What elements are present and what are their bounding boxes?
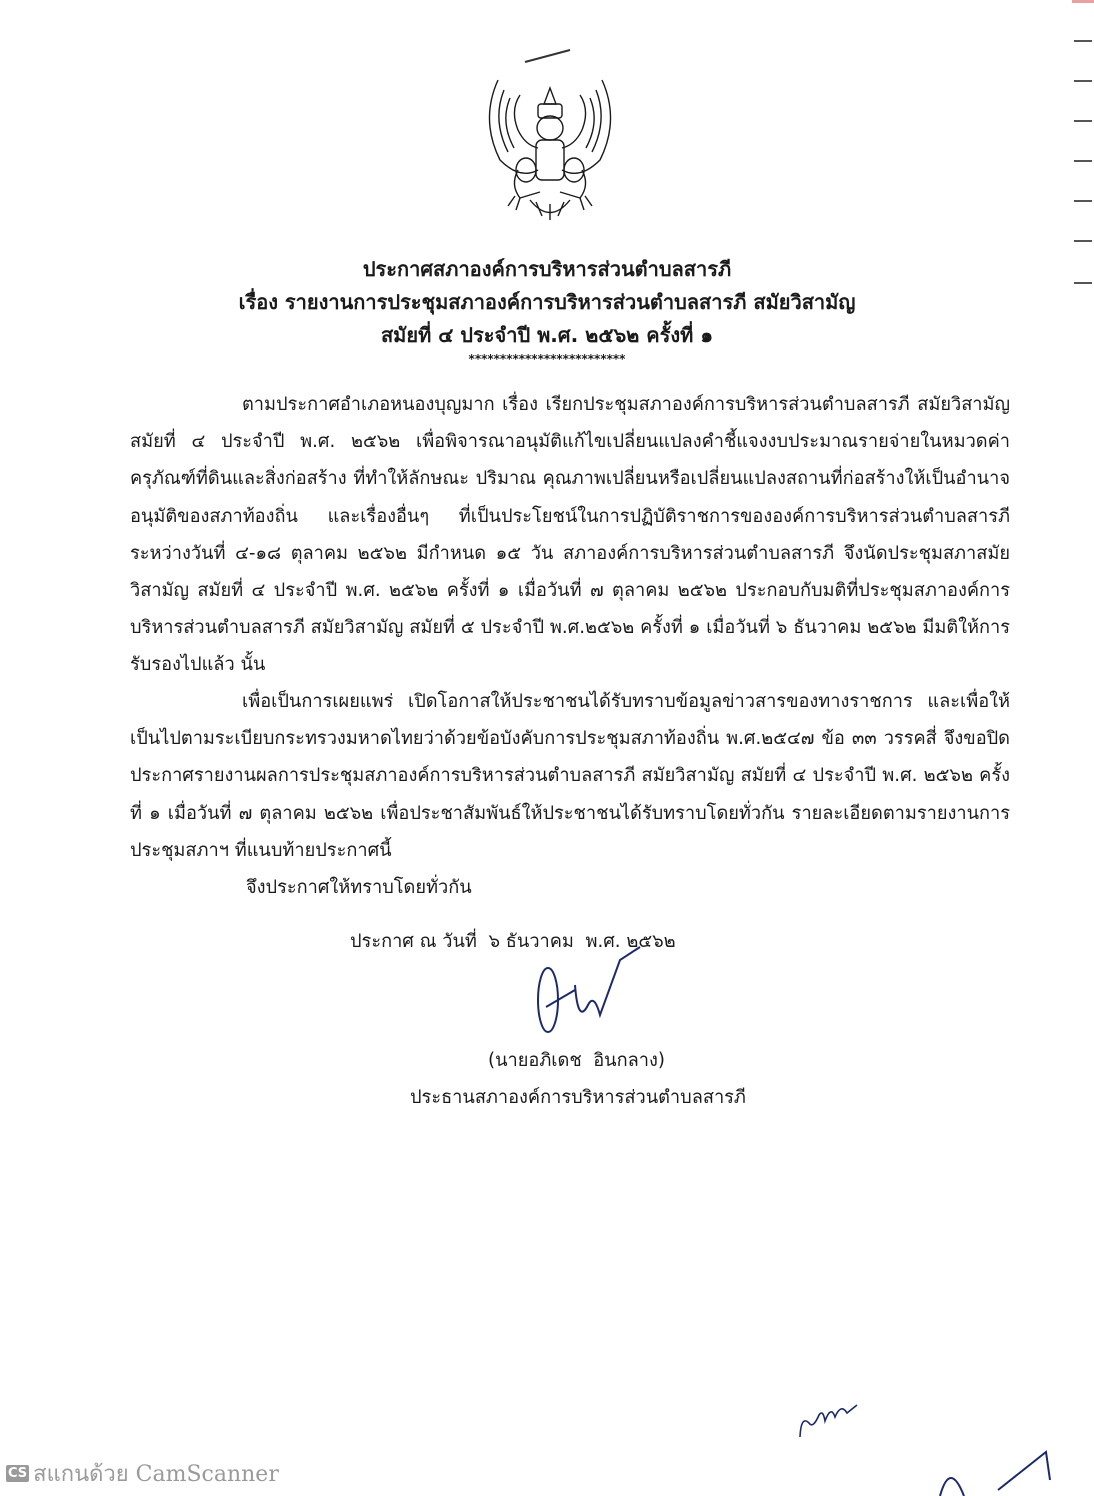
corner-ink-marks <box>930 1430 1060 1496</box>
watermark-text: สแกนด้วย CamScanner <box>33 1462 279 1487</box>
signer-title: ประธานสภาองค์การบริหารส่วนตำบลสารภี <box>410 1087 746 1108</box>
closing-statement: จึงประกาศให้ทราบโดยทั่วกัน <box>246 877 472 898</box>
camscanner-logo-icon: CS <box>8 1466 28 1481</box>
camscanner-watermark <box>6 1456 279 1491</box>
signer-name: (นายอภิเดช อินกลาง) <box>488 1050 665 1071</box>
signature-image <box>530 945 650 1045</box>
announcement-heading <box>0 253 1094 352</box>
heading-separator: ************************* <box>468 352 626 366</box>
heading-title: ประกาศสภาองค์การบริหารส่วนตำบลสารภี <box>362 257 732 281</box>
heading-session: สมัยที่ ๔ ประจำปี พ.ศ. ๒๕๖๒ ครั้งที่ ๑ <box>380 323 714 347</box>
body-paragraph-2: เพื่อเป็นการเผยแพร่ เปิดโอกาสให้ประชาชนได้รับทราบข้อมูลข่าวสารของทางราชการ และเพื่อให้เป็นไปตามระเบียบกระทรวงมหาดไทยว่าด้วยข้อบังคับการประชุมสภาท้องถิ่น พ.ศ.๒๕๔๗ ข้อ ๓๓ วรรคสี่ จึงขอปิดประกาศรายงานผลการประชุมสภาองค์การบริหารส่วนตำบลสารภี สมัยวิสามัญ สมัยที่ ๔ ประจำปี พ.ศ. ๒๕๖๒ ครั้งที่ ๑ เมื่อวันที่ ๗ ตุลาคม ๒๕๖๒ เพื่อประชาสัมพันธ์ให้ประชาชนได้รับทราบโดยทั่วกัน รายละเอียดตามรายงานการประชุมสภาฯ ที่แนบท้ายประกาศนี้ <box>130 691 1010 861</box>
body-paragraph-1: ตามประกาศอำเภอหนองบุญมาก เรื่อง เรียกประชุมสภาองค์การบริหารส่วนตำบลสารภี สมัยวิสามัญ สมัยที่ ๔ ประจำปี พ.ศ. ๒๕๖๒ เพื่อพิจารณาอนุมัติแก้ไขเปลี่ยนแปลงคำชี้แจงงบประมาณรายจ่ายในหมวดค่าครุภัณฑ์ที่ดินและสิ่งก่อสร้าง ที่ทำให้ลักษณะ ปริมาณ คุณภาพเปลี่ยนหรือเปลี่ยนแปลงสถานที่ก่อสร้างให้เป็นอำนาจอนุมัติของสภาท้องถิ่น และเรื่องอื่นๆ ที่เป็นประโยชน์ในการปฏิบัติราชการขององค์การบริหารส่วนตำบลสารภี ระหว่างวันที่ ๔-๑๘ ตุลาคม ๒๕๖๒ มีกำหนด ๑๕ วัน สภาองค์การบริหารส่วนตำบลสารภี จึงนัดประชุมสภาสมัยวิสามัญ สมัยที่ ๔ ประจำปี พ.ศ. ๒๕๖๒ ครั้งที่ ๑ เมื่อวันที่ ๗ ตุลาคม ๒๕๖๒ ประกอบกับมติที่ประชุมสภาองค์การบริหารส่วนตำบลสารภี สมัยวิสามัญ สมัยที่ ๕ ประจำปี พ.ศ.๒๕๖๒ ครั้งที่ ๑ เมื่อวันที่ ๖ ธันวาคม ๒๕๖๒ มีมติให้การรับรองไปแล้ว นั้น <box>130 394 1010 676</box>
announcement-date: ประกาศ ณ วันที่ ๖ ธันวาคม พ.ศ. ๒๕๖๒ <box>350 931 676 952</box>
initials-mark <box>795 1395 865 1445</box>
heading-subject: เรื่อง รายงานการประชุมสภาองค์การบริหารส่วนตำบลสารภี สมัยวิสามัญ <box>238 290 856 314</box>
garuda-emblem-icon <box>470 20 630 230</box>
